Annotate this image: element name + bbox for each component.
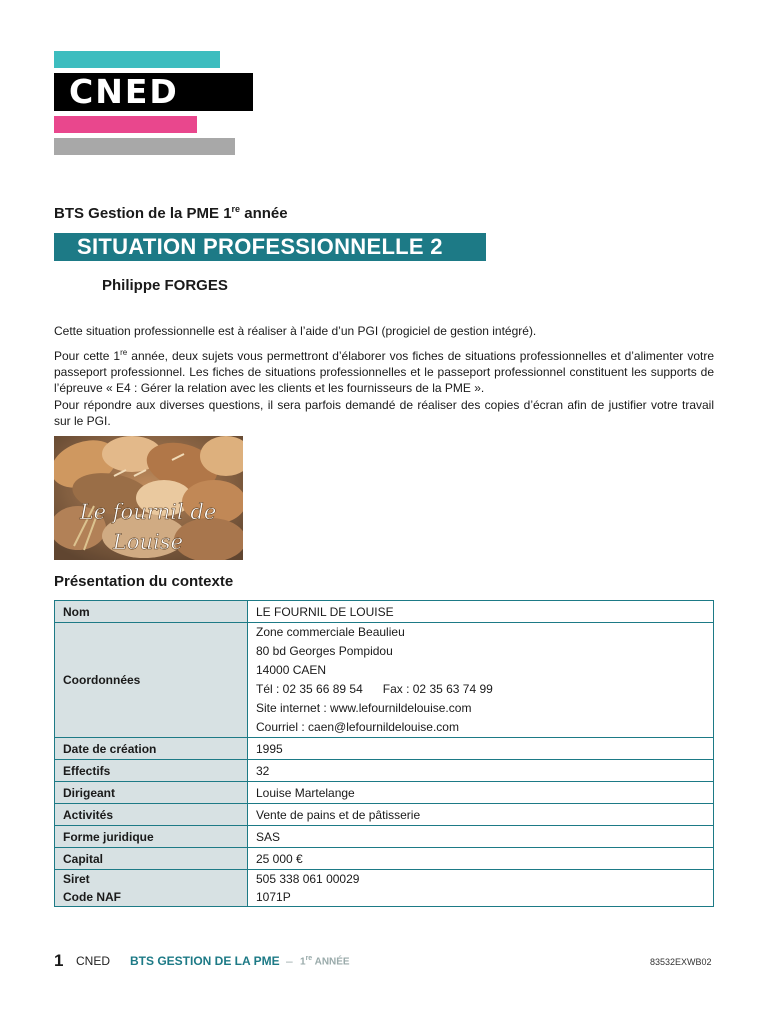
value-forme-juridique: SAS [248, 826, 714, 848]
value-dirigeant: Louise Martelange [248, 782, 714, 804]
intro-paragraph-1: Cette situation professionnelle est à réaliser à l’aide d’un PGI (progiciel de gestion intégré). [54, 324, 537, 338]
website-line: Site internet : www.lefournildelouise.com [256, 701, 472, 715]
label-dirigeant: Dirigeant [55, 782, 248, 804]
table-row [55, 623, 714, 738]
value-date-creation: 1995 [248, 738, 714, 760]
address-line: 14000 CAEN [256, 663, 327, 677]
footer-course-title: BTS GESTION DE LA PME [130, 954, 280, 968]
address-line: Zone commerciale Beaulieu [256, 625, 405, 639]
table-row [55, 848, 714, 870]
value-coordonnees [248, 623, 714, 738]
author-name: Philippe FORGES [102, 277, 228, 294]
table-row [55, 870, 714, 907]
label-capital: Capital [55, 848, 248, 870]
value-effectifs: 32 [248, 760, 714, 782]
address-line: 80 bd Georges Pompidou [256, 644, 393, 658]
label-nom: Nom [55, 601, 248, 623]
label-date-creation: Date de création [55, 738, 248, 760]
footer-document-code: 83532EXWB02 [650, 957, 712, 967]
value-activites: Vente de pains et de pâtisserie [248, 804, 714, 826]
phone-fax-line: Tél : 02 35 66 89 54 Fax : 02 35 63 74 99 [256, 682, 493, 696]
footer-cned: CNED [76, 954, 111, 968]
photo-caption-line1: Le fournil de [79, 500, 217, 524]
table-row [55, 760, 714, 782]
label-forme-juridique: Forme juridique [55, 826, 248, 848]
value-capital: 25 000 € [248, 848, 714, 870]
logo-bar-teal [54, 51, 220, 68]
bread-illustration [54, 436, 243, 560]
value-code-naf: 1071P [256, 890, 291, 904]
table-row [55, 782, 714, 804]
situation-banner: SITUATION PROFESSIONNELLE 2 [54, 233, 486, 261]
email-line: Courriel : caen@lefournildelouise.com [256, 720, 459, 734]
label-siret-naf [55, 870, 248, 907]
bts-title: BTS Gestion de la PME 1re année [54, 204, 288, 222]
table-row [55, 826, 714, 848]
table-row [55, 738, 714, 760]
intro-paragraph-3: Pour répondre aux diverses questions, il sera parfois demandé de réaliser des copies d’écran afin de justifier votre travail sur le PGI. [54, 398, 714, 428]
logo-bar-gray [54, 138, 235, 155]
table-row [55, 804, 714, 826]
label-effectifs: Effectifs [55, 760, 248, 782]
label-coordonnees: Coordonnées [55, 623, 248, 738]
footer-dash: – [286, 954, 293, 968]
page-number: 1 [54, 951, 64, 970]
label-code-naf: Code NAF [63, 890, 121, 904]
logo-bar-pink [54, 116, 197, 133]
intro-paragraph-2: Pour cette 1re année, deux sujets vous permettront d’élaborer vos fiches de situations professionnelles et d’alimenter votre passeport professionnel. Les fiches de situations professionnelles et le passeport professionnel constituent les supports de l’épreuve « E4 : Gérer la relation avec les clients et les fournisseurs de la PME ». [54, 348, 714, 395]
context-title: Présentation du contexte [54, 573, 234, 590]
label-siret: Siret [63, 872, 90, 886]
value-siret-naf [248, 870, 714, 907]
label-activites: Activités [55, 804, 248, 826]
footer-year: 1re ANNÉE [300, 955, 350, 968]
context-table [54, 600, 714, 907]
bakery-photo [54, 436, 243, 560]
photo-caption-line2: Louise [112, 530, 184, 554]
value-siret: 505 338 061 00029 [256, 872, 360, 886]
value-nom: LE FOURNIL DE LOUISE [248, 601, 714, 623]
cned-logo: CNED [54, 73, 253, 111]
table-row [55, 601, 714, 623]
